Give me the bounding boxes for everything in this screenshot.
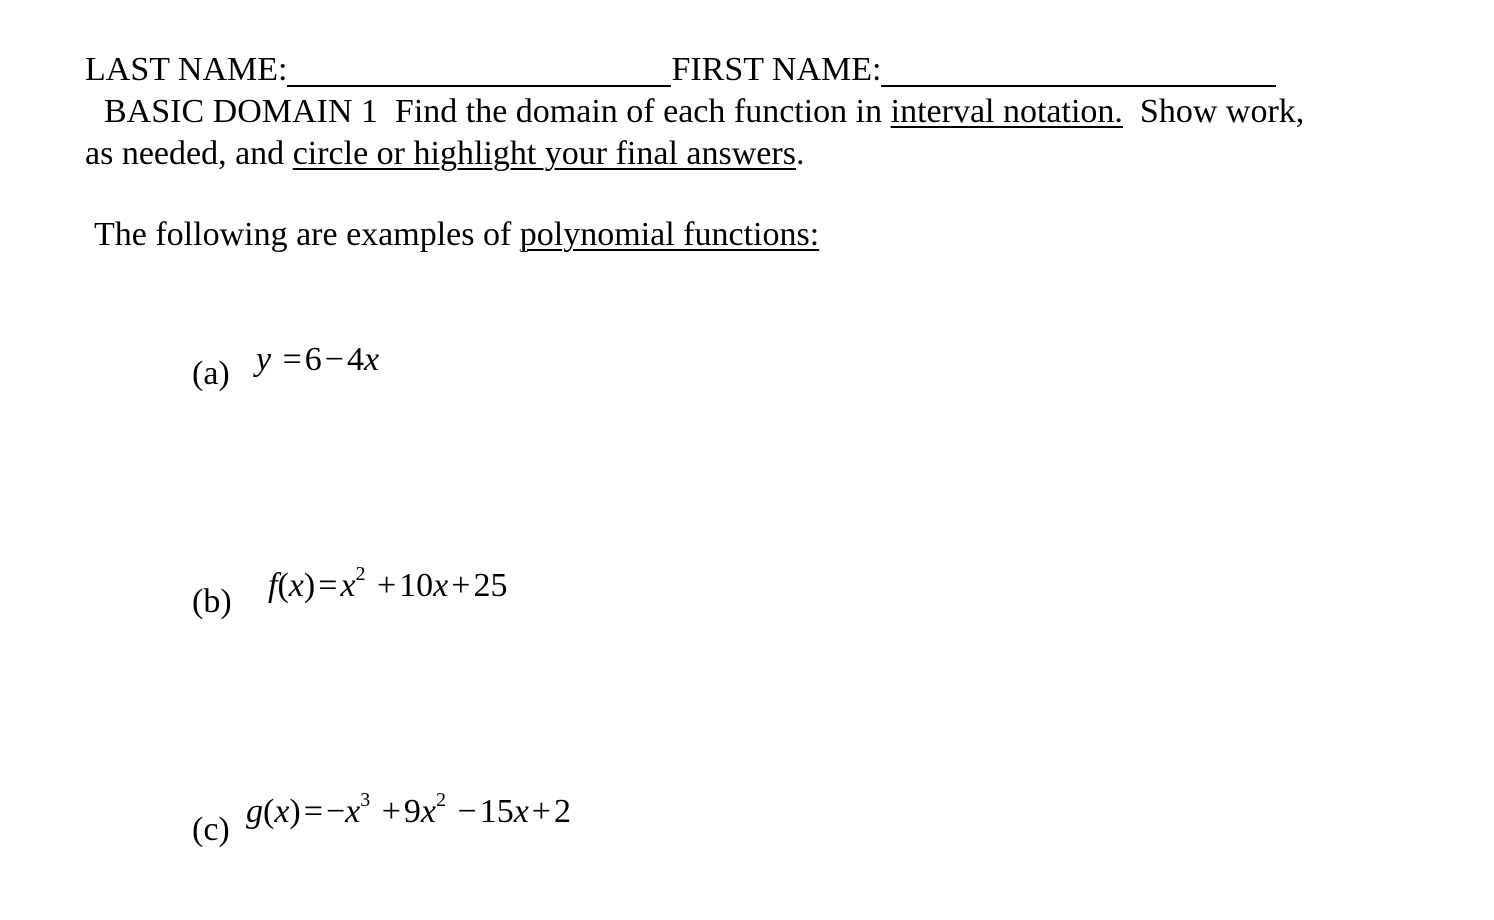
eq-c-minus: − <box>457 793 477 830</box>
instructions-line2-suffix: . <box>795 135 805 172</box>
eq-c-plus-1: + <box>381 793 401 830</box>
eq-c-15: 15 <box>479 793 514 830</box>
name-row <box>85 50 1276 90</box>
final-answers-underlined: circle or highlight your final answers <box>292 135 796 172</box>
first-name-blank[interactable] <box>881 53 1276 87</box>
instructions-line-1 <box>104 92 1304 132</box>
eq-c-open: ( <box>263 793 275 830</box>
problem-b-equation <box>268 562 508 606</box>
eq-a-x: x <box>363 341 380 378</box>
instructions-line2-prefix: as needed, and <box>85 135 293 172</box>
eq-b-10: 10 <box>399 567 434 604</box>
eq-a-6: 6 <box>304 341 322 378</box>
first-name-label: FIRST NAME: <box>671 51 882 88</box>
eq-b-25: 25 <box>473 567 508 604</box>
examples-intro <box>94 215 819 255</box>
eq-c-x2-var: x <box>420 793 436 830</box>
eq-a-4: 4 <box>346 341 364 378</box>
eq-b-plus-2: + <box>451 567 471 604</box>
eq-a-equals: = <box>282 341 302 378</box>
eq-c-x3-var: x <box>345 793 361 830</box>
problem-c-label: (c) <box>192 811 230 848</box>
last-name-label: LAST NAME: <box>85 51 288 88</box>
eq-c-2: 2 <box>553 793 571 830</box>
eq-c-equals: = <box>303 793 323 830</box>
eq-b-open: ( <box>277 567 289 604</box>
eq-c-close: ) <box>289 793 301 830</box>
eq-c-exp-2: 2 <box>436 788 446 811</box>
eq-c-15x-var: x <box>513 793 529 830</box>
problem-c-equation <box>246 788 571 832</box>
eq-b-lhs-x: x <box>288 567 304 604</box>
interval-notation-underlined: interval notation. <box>890 93 1123 130</box>
polynomial-functions-underlined: polynomial functions: <box>519 216 820 253</box>
instructions-prefix: BASIC DOMAIN 1 Find the domain of each function in <box>104 93 891 130</box>
eq-b-f: f <box>268 567 278 604</box>
eq-c-exp-3: 3 <box>360 788 371 811</box>
examples-intro-prefix: The following are examples of <box>94 216 520 253</box>
eq-a-y: y <box>256 341 272 378</box>
eq-b-x: x <box>340 567 356 604</box>
eq-b-10x-var: x <box>433 567 449 604</box>
eq-c-neg: − <box>325 793 346 830</box>
eq-c-g: g <box>246 793 263 830</box>
eq-b-exp-2: 2 <box>355 562 366 585</box>
eq-b-plus-1: + <box>376 567 397 604</box>
problem-b-label: (b) <box>192 583 232 620</box>
instructions-middle: Show work, <box>1122 93 1305 130</box>
eq-c-9: 9 <box>403 793 421 830</box>
eq-b-equals: = <box>318 567 338 604</box>
eq-a-minus: − <box>324 341 344 378</box>
instructions-line-2 <box>85 134 804 174</box>
eq-c-lhs-x: x <box>274 793 290 830</box>
eq-c-plus-2: + <box>531 793 551 830</box>
eq-b-close: ) <box>303 567 316 604</box>
problem-a-equation <box>256 340 379 380</box>
last-name-blank[interactable] <box>287 53 671 87</box>
problem-a-label: (a) <box>192 355 230 392</box>
